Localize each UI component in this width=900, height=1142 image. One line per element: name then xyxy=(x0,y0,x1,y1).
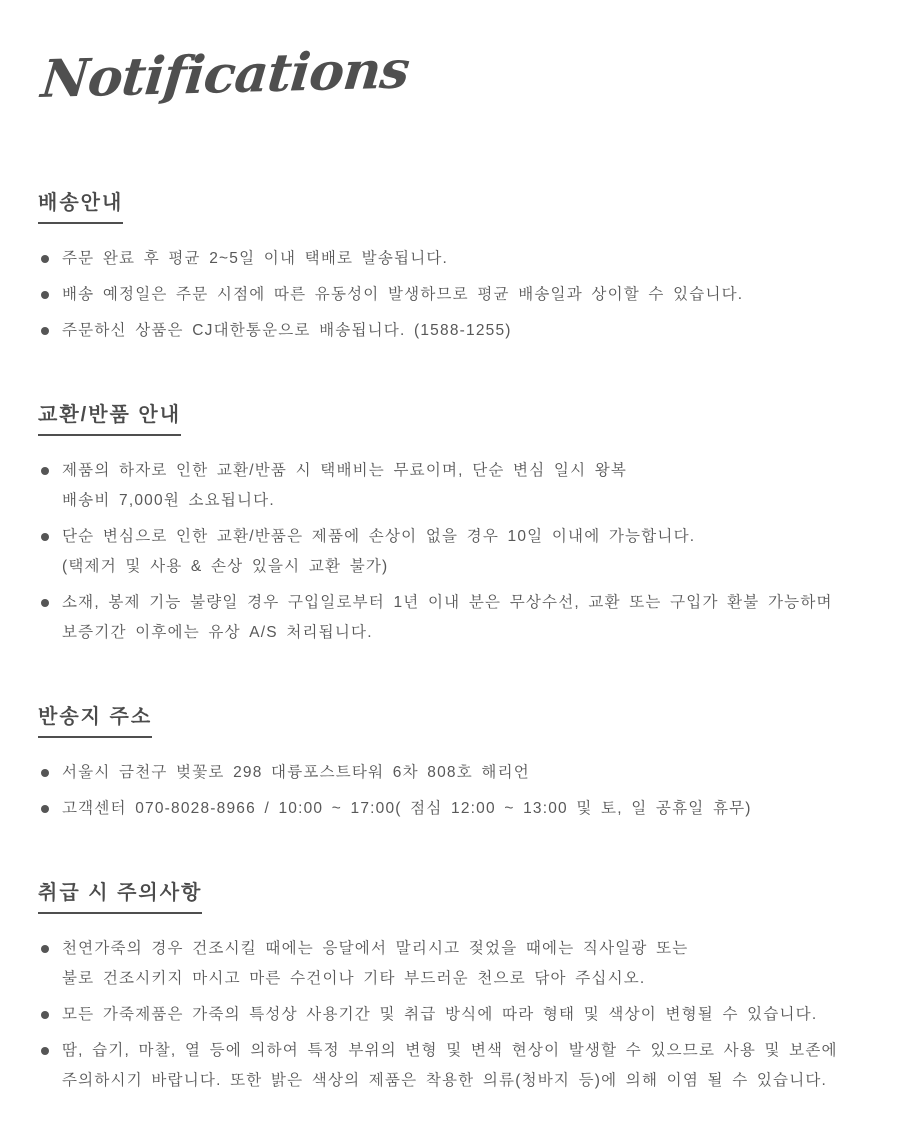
section-exchange-return-info xyxy=(38,398,870,648)
list-item xyxy=(38,934,870,994)
bullet-icon xyxy=(41,327,49,335)
notice-text: 배송 예정일은 주문 시점에 따른 유동성이 발생하므로 평균 배송일과 상이할 수 있습니다. xyxy=(62,286,744,303)
bullet-icon xyxy=(41,1047,49,1055)
notice-text: 주문하신 상품은 CJ대한통운으로 배송됩니다. (1588-1255) xyxy=(62,322,512,339)
section-return-address xyxy=(38,700,870,824)
notice-list xyxy=(38,456,870,648)
section-heading: 교환/반품 안내 xyxy=(38,398,181,436)
list-item xyxy=(38,588,870,648)
notice-text-continuation: 불로 건조시키지 마시고 마른 수건이나 기타 부드러운 천으로 닦아 주십시오. xyxy=(62,970,646,987)
notice-text: 소재, 봉제 기능 불량일 경우 구입일로부터 1년 이내 분은 무상수선, 교환 또는 구입가 환불 가능하며 xyxy=(62,594,833,611)
section-handling-precautions xyxy=(38,876,870,1096)
list-item xyxy=(38,456,870,516)
notice-text: 모든 가죽제품은 가죽의 특성상 사용기간 및 취급 방식에 따라 형태 및 색상이 변형될 수 있습니다. xyxy=(62,1006,818,1023)
list-item xyxy=(38,1036,870,1096)
notice-list xyxy=(38,244,870,346)
list-item xyxy=(38,244,870,274)
notice-list xyxy=(38,758,870,824)
notice-text: 고객센터 070-8028-8966 / 10:00 ~ 17:00( 점심 12:00 ~ 13:00 및 토, 일 공휴일 휴무) xyxy=(62,800,752,817)
bullet-icon xyxy=(41,255,49,263)
notice-text: 서울시 금천구 벚꽃로 298 대륭포스트타워 6차 808호 해리언 xyxy=(62,764,530,781)
notice-text-continuation: 보증기간 이후에는 유상 A/S 처리됩니다. xyxy=(62,624,373,641)
bullet-icon xyxy=(41,945,49,953)
notice-text: 주문 완료 후 평균 2~5일 이내 택배로 발송됩니다. xyxy=(62,250,449,267)
bullet-icon xyxy=(41,467,49,475)
bullet-icon xyxy=(41,599,49,607)
notice-text: 천연가죽의 경우 건조시킬 때에는 응달에서 말리시고 젖었을 때에는 직사일광 또는 xyxy=(62,940,689,957)
bullet-icon xyxy=(41,1011,49,1019)
notice-text: 땀, 습기, 마찰, 열 등에 의하여 특정 부위의 변형 및 변색 현상이 발생할 수 있으므로 사용 및 보존에 xyxy=(62,1042,838,1059)
notice-text: 단순 변심으로 인한 교환/반품은 제품에 손상이 없을 경우 10일 이내에 가능합니다. xyxy=(62,528,696,545)
notice-text-continuation: (택제거 및 사용 & 손상 있을시 교환 불가) xyxy=(62,558,389,575)
bullet-icon xyxy=(41,291,49,299)
notice-list xyxy=(38,934,870,1096)
notice-text: 제품의 하자로 인한 교환/반품 시 택배비는 무료이며, 단순 변심 일시 왕복 xyxy=(62,462,628,479)
bullet-icon xyxy=(41,805,49,813)
list-item xyxy=(38,522,870,582)
list-item xyxy=(38,1000,870,1030)
bullet-icon xyxy=(41,533,49,541)
list-item xyxy=(38,794,870,824)
notice-text-continuation: 주의하시기 바랍니다. 또한 밝은 색상의 제품은 착용한 의류(청바지 등)에 의해 이염 될 수 있습니다. xyxy=(62,1072,828,1089)
section-heading: 반송지 주소 xyxy=(38,700,152,738)
list-item xyxy=(38,316,870,346)
notice-text-continuation: 배송비 7,000원 소요됩니다. xyxy=(62,492,275,509)
section-heading: 배송안내 xyxy=(38,186,123,224)
section-heading: 취급 시 주의사항 xyxy=(38,876,202,914)
page-title: Notifications xyxy=(38,39,412,111)
list-item xyxy=(38,280,870,310)
section-shipping-info xyxy=(38,186,870,346)
list-item xyxy=(38,758,870,788)
bullet-icon xyxy=(41,769,49,777)
